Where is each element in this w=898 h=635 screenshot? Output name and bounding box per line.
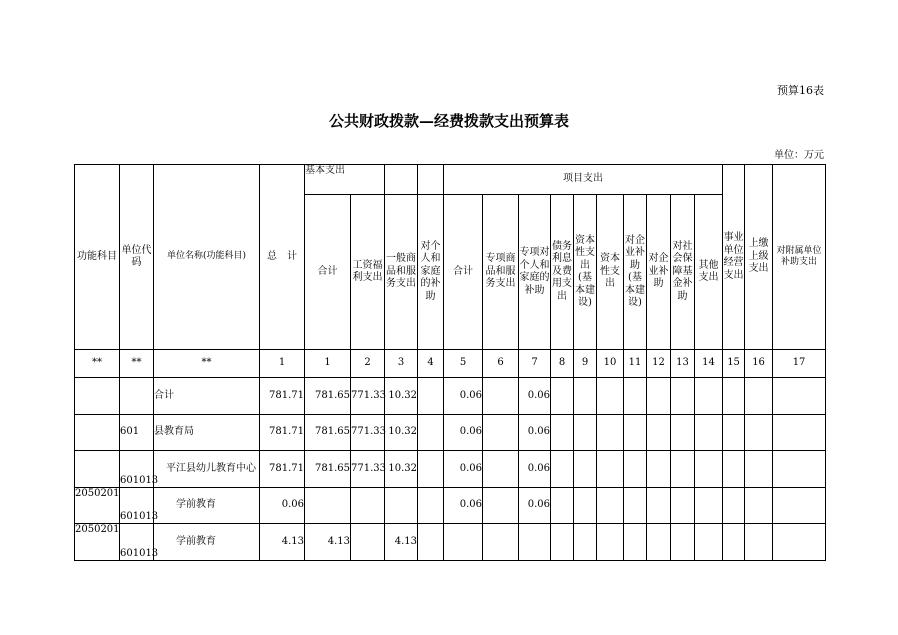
- page-title: 公共财政拨款—经费拨款支出预算表: [328, 112, 569, 130]
- table-row: [75, 488, 826, 524]
- header-blank-cell: [385, 165, 418, 195]
- wages-cell: 771.33: [351, 415, 385, 451]
- index-cell: 6: [483, 350, 519, 378]
- goods-cell: 10.32: [385, 451, 418, 488]
- code-cell: 601013: [120, 451, 154, 488]
- func-cell: 2050201: [75, 488, 120, 524]
- empty-cell: [418, 488, 444, 524]
- empty-cell: [483, 415, 519, 451]
- header-total: 总 计: [260, 165, 305, 350]
- code-cell: 601: [120, 415, 154, 451]
- empty-cell: [483, 524, 519, 561]
- index-cell: **: [154, 350, 260, 378]
- header-capital-construction: 资本性支出(基本建设): [574, 195, 597, 350]
- table-row: [75, 451, 826, 488]
- total-cell: 781.71: [260, 378, 305, 415]
- index-cell: **: [120, 350, 154, 378]
- index-cell: 5: [444, 350, 483, 378]
- index-cell: 1: [260, 350, 305, 378]
- code-cell: [120, 378, 154, 415]
- index-cell: 17: [773, 350, 826, 378]
- wages-cell: 771.33: [351, 451, 385, 488]
- wages-cell: [351, 488, 385, 524]
- header-debt-interest: 债务利息及费用支出: [551, 195, 574, 350]
- empty-cell: [418, 451, 444, 488]
- func-cell: [75, 451, 120, 488]
- name-cell: 平江县幼儿教育中心: [154, 451, 260, 488]
- project-total-cell: 0.06: [444, 415, 483, 451]
- header-superior-remittance: 上缴上级支出: [745, 165, 773, 350]
- name-cell: 学前教育: [154, 524, 260, 561]
- header-project-expenditure: 项目支出: [444, 165, 723, 195]
- project-total-cell: 0.06: [444, 378, 483, 415]
- code-cell: 601013: [120, 524, 154, 561]
- unit-label: 单位：万元: [774, 150, 824, 161]
- project-personal-cell: 0.06: [519, 488, 551, 524]
- budget-table: [74, 164, 826, 561]
- index-cell: 12: [647, 350, 671, 378]
- header-basic-expenditure: 基本支出: [305, 165, 385, 195]
- empty-cell: [418, 524, 444, 561]
- func-cell: 2050201: [75, 524, 120, 561]
- wages-cell: [351, 524, 385, 561]
- project-total-cell: 0.06: [444, 488, 483, 524]
- name-cell: 合计: [154, 378, 260, 415]
- header-unit-name: 单位名称(功能科目): [154, 165, 260, 350]
- project-total-cell: 0.06: [444, 451, 483, 488]
- total-cell: 0.06: [260, 488, 305, 524]
- header-social-security: 对社会保障基金补助: [671, 195, 695, 350]
- name-cell: 学前教育: [154, 488, 260, 524]
- basic-total-cell: 781.65: [305, 415, 351, 451]
- index-cell: 13: [671, 350, 695, 378]
- empty-cell: [418, 415, 444, 451]
- header-affiliated-subsidy: 对附属单位补助支出: [773, 165, 826, 350]
- index-cell: 16: [745, 350, 773, 378]
- header-goods-services: 一般商品和服务支出: [385, 195, 418, 350]
- empty-cell: [418, 378, 444, 415]
- total-cell: 781.71: [260, 415, 305, 451]
- table-row: [75, 524, 826, 561]
- header-unit-code: 单位代码: [120, 165, 154, 350]
- empty-cell: [483, 378, 519, 415]
- code-cell: 601013: [120, 488, 154, 524]
- project-total-cell: [444, 524, 483, 561]
- goods-cell: 4.13: [385, 524, 418, 561]
- project-personal-cell: 0.06: [519, 451, 551, 488]
- index-cell: **: [75, 350, 120, 378]
- basic-total-cell: 781.65: [305, 378, 351, 415]
- goods-cell: [385, 488, 418, 524]
- table-row: [75, 415, 826, 451]
- func-cell: [75, 378, 120, 415]
- func-cell: [75, 415, 120, 451]
- header-special-goods: 专项商品和服务支出: [483, 195, 519, 350]
- basic-total-cell: [305, 488, 351, 524]
- index-cell: 2: [351, 350, 385, 378]
- index-cell: 7: [519, 350, 551, 378]
- header-other: 其他支出: [695, 195, 723, 350]
- header-capital: 资本性支出: [597, 195, 624, 350]
- index-cell: 4: [418, 350, 444, 378]
- index-cell: 9: [574, 350, 597, 378]
- wages-cell: 771.33: [351, 378, 385, 415]
- basic-total-cell: 4.13: [305, 524, 351, 561]
- table-row: [75, 378, 826, 415]
- goods-cell: 10.32: [385, 415, 418, 451]
- header-institution-operating: 事业单位经营支出: [723, 165, 745, 350]
- header-personal-subsidy: 对个人和家庭的补助: [418, 195, 444, 350]
- header-project-total: 合计: [444, 195, 483, 350]
- empty-cell: [483, 488, 519, 524]
- project-personal-cell: [519, 524, 551, 561]
- index-cell: 11: [624, 350, 647, 378]
- header-special-personal: 专项对个人和家庭的补助: [519, 195, 551, 350]
- header-wages-welfare: 工资福利支出: [351, 195, 385, 350]
- page-label: 预算16表: [777, 84, 824, 97]
- basic-total-cell: 781.65: [305, 451, 351, 488]
- total-cell: 4.13: [260, 524, 305, 561]
- index-cell: 15: [723, 350, 745, 378]
- project-personal-cell: 0.06: [519, 378, 551, 415]
- goods-cell: 10.32: [385, 378, 418, 415]
- index-cell: 10: [597, 350, 624, 378]
- index-cell: 14: [695, 350, 723, 378]
- total-cell: 781.71: [260, 451, 305, 488]
- header-func-subject: 功能科目: [75, 165, 120, 350]
- index-cell: 8: [551, 350, 574, 378]
- project-personal-cell: 0.06: [519, 415, 551, 451]
- name-cell: 县教育局: [154, 415, 260, 451]
- header-basic-total: 合计: [305, 195, 351, 350]
- index-cell: 3: [385, 350, 418, 378]
- header-enterprise-construction: 对企业补助(基本建设): [624, 195, 647, 350]
- header-blank-cell: [418, 165, 444, 195]
- index-cell: 1: [305, 350, 351, 378]
- header-enterprise-subsidy: 对企业补助: [647, 195, 671, 350]
- empty-cell: [483, 451, 519, 488]
